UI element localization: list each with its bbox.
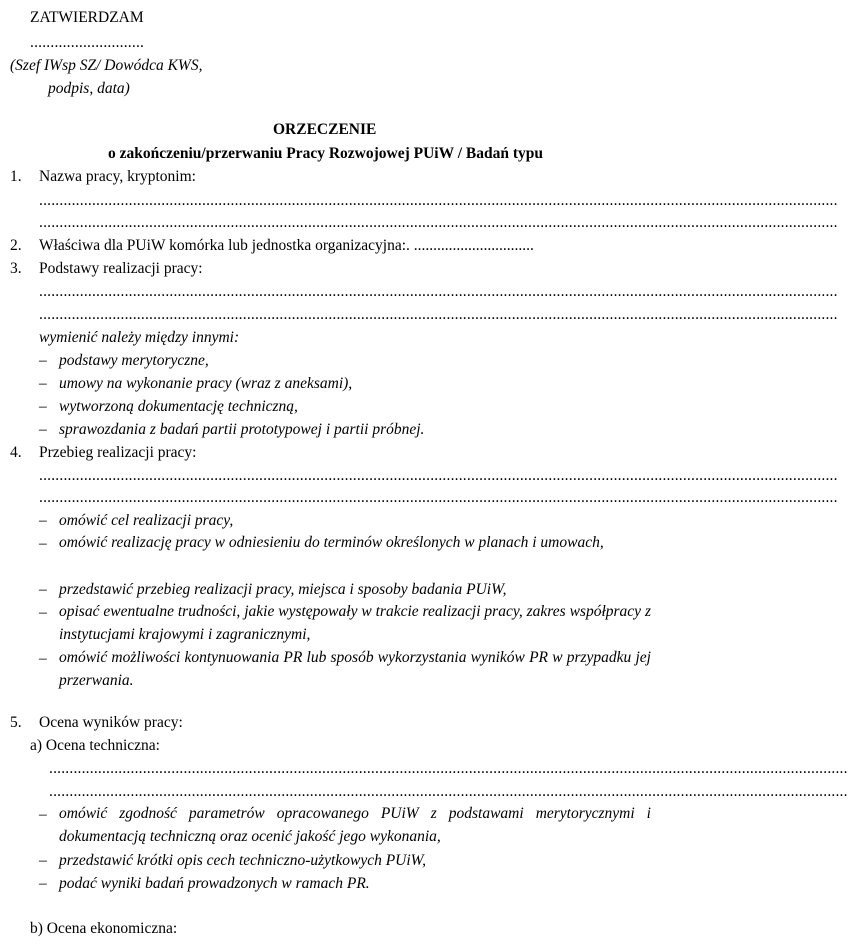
item-1-label: Nazwa pracy, kryptonim: xyxy=(39,168,196,185)
dash-bullet: – xyxy=(39,375,47,392)
item-3-bullet: sprawozdania z badań partii prototypowej i partii próbnej. xyxy=(59,421,425,438)
signature-dots: ............................ xyxy=(30,34,145,51)
item-4-bullet: omówić możliwości kontynuowania PR lub sposób wykorzystania wyników PR w przypadku jej przerwania. xyxy=(59,649,651,689)
dash-bullet: – xyxy=(39,535,47,552)
dash-bullet: – xyxy=(39,852,47,869)
approval-role: (Szef IWsp SZ/ Dowódca KWS, xyxy=(10,57,203,74)
item-4-fill-line: .................................................................................................................................................................................................... xyxy=(39,467,838,484)
item-5-number: 5. xyxy=(10,714,22,731)
item-4-label: Przebieg realizacji pracy: xyxy=(39,444,197,461)
item-3-bullet: podstawy merytoryczne, xyxy=(59,352,209,369)
item-5b-label: b) Ocena ekonomiczna: xyxy=(30,920,178,937)
dash-bullet: – xyxy=(39,352,47,369)
item-5a-bullet: przedstawić krótki opis cech techniczno-użytkowych PUiW, xyxy=(59,852,427,869)
item-4-bullet: opisać ewentualne trudności, jakie występowały w trakcie realizacji pracy, zakres współpracy z instytucjami krajowymi i zagranicznymi, xyxy=(59,603,651,643)
dash-bullet: – xyxy=(39,581,47,598)
item-3-note: wymienić należy między innymi: xyxy=(39,329,240,346)
item-3-fill-line: .................................................................................................................................................................................................... xyxy=(39,283,838,300)
item-3-number: 3. xyxy=(10,260,22,277)
item-3-fill-line: .................................................................................................................................................................................................... xyxy=(39,306,838,323)
item-4-number: 4. xyxy=(10,444,22,461)
approval-signature-date: podpis, data) xyxy=(48,80,130,97)
dash-bullet: – xyxy=(39,398,47,415)
item-5a-fill-line: .................................................................................................................................................................................................... xyxy=(49,760,848,777)
item-5a-bullet: podać wyniki badań prowadzonych w ramach PR. xyxy=(59,875,370,892)
item-4-bullet: omówić realizację pracy w odniesieniu do terminów określonych w planach i umowach, xyxy=(59,534,604,551)
dash-bullet: – xyxy=(39,604,47,621)
dash-bullet: – xyxy=(39,875,47,892)
item-1-fill-line: .................................................................................................................................................................................................... xyxy=(39,214,838,231)
approval-title: ZATWIERDZAM xyxy=(30,9,144,26)
item-3-bullet: wytworzoną dokumentację techniczną, xyxy=(59,398,298,415)
dash-bullet: – xyxy=(39,512,47,529)
document-title: ORZECZENIE xyxy=(273,121,377,138)
item-1-number: 1. xyxy=(10,168,22,185)
item-5a-label: a) Ocena techniczna: xyxy=(30,737,160,754)
dash-bullet: – xyxy=(39,806,47,823)
item-2-label: Właściwa dla PUiW komórka lub jednostka organizacyjna:. ............................... xyxy=(39,237,534,254)
item-4-bullet: przedstawić przebieg realizacji pracy, miejsca i sposoby badania PUiW, xyxy=(59,581,507,598)
item-1-fill-line: .................................................................................................................................................................................................... xyxy=(39,192,838,209)
item-2-number: 2. xyxy=(10,237,22,254)
item-4-fill-line: .................................................................................................................................................................................................... xyxy=(39,489,838,506)
document-subtitle: o zakończeniu/przerwaniu Pracy Rozwojowej PUiW / Badań typu xyxy=(108,145,543,162)
item-3-bullet: umowy na wykonanie pracy (wraz z aneksami), xyxy=(59,375,353,392)
dash-bullet: – xyxy=(39,650,47,667)
item-4-bullet: omówić cel realizacji pracy, xyxy=(59,512,234,529)
dash-bullet: – xyxy=(39,421,47,438)
item-5a-fill-line: .................................................................................................................................................................................................... xyxy=(49,783,848,800)
item-5a-bullet: omówić zgodność parametrów opracowanego PUiW z podstawami merytorycznymi i dokumentacją techniczną oraz ocenić jakość jego wykonania, xyxy=(59,805,651,845)
item-3-label: Podstawy realizacji pracy: xyxy=(39,260,203,277)
item-5-label: Ocena wyników pracy: xyxy=(39,714,183,731)
